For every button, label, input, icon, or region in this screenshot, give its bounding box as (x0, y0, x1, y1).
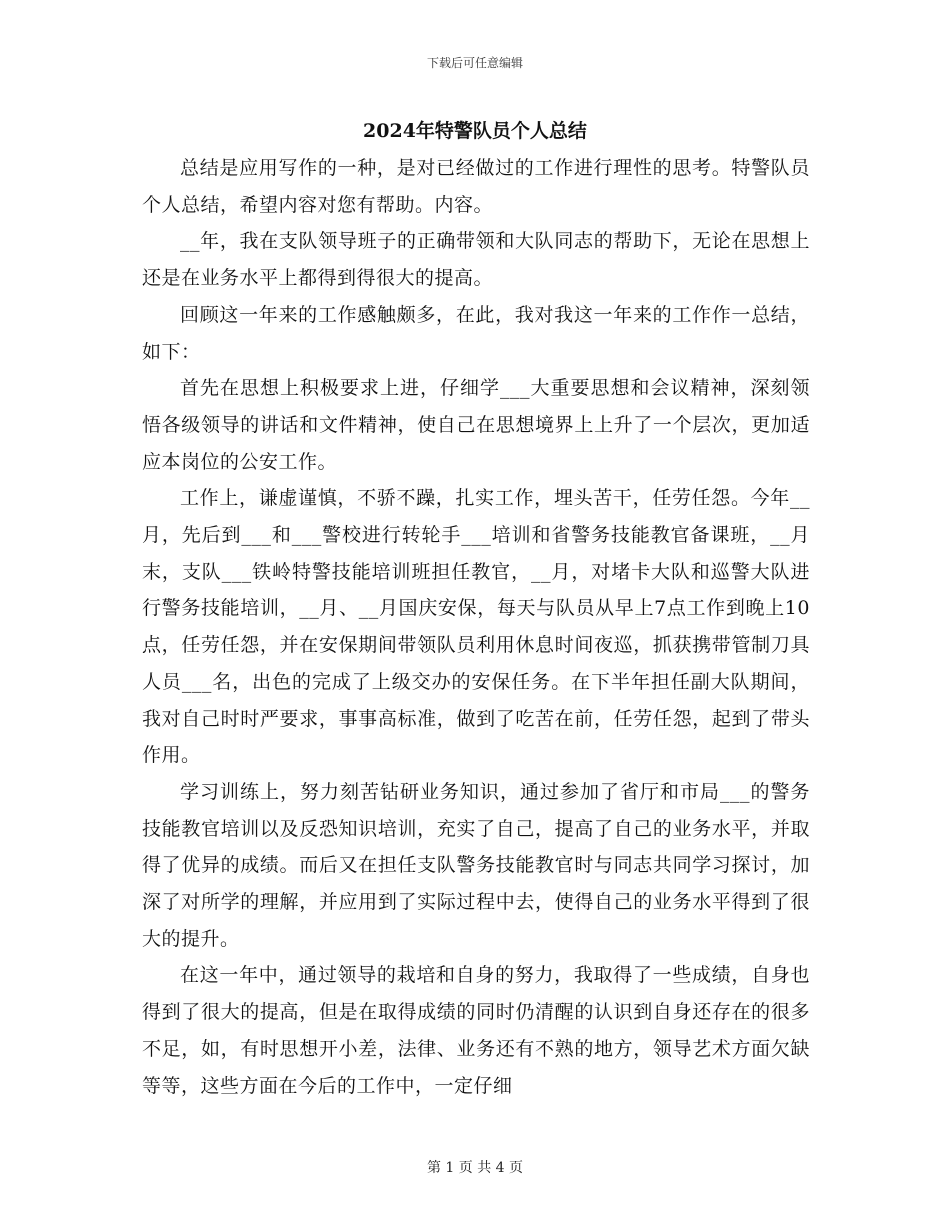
document-title: 2024年特警队员个人总结 (363, 120, 587, 142)
paragraph-intro: 总结是应用写作的一种，是对已经做过的工作进行理性的思考。特警队员个人总结，希望内容对您有帮助。内容。 (142, 157, 810, 216)
paragraph-shortcomings: 在这一年中，通过领导的栽培和自身的努力，我取得了一些成绩，自身也得到了很大的提高，但是在取得成绩的同时仍清醒的认识到自身还存在的很多不足，如，有时思想开小差，法律、业务还有不熟的地方，领导艺术方面欠缺等等，这些方面在今后的工作中，一定仔细 (142, 964, 810, 1097)
page-number-footer: 第 1 页 共 4 页 (426, 1160, 524, 1176)
paragraph-training: 学习训练上，努力刻苦钻研业务知识，通过参加了省厅和市局___的警务技能教官培训以及反恐知识培训，充实了自己，提高了自己的业务水平，并取得了优异的成绩。而后又在担任支队警务技能教官时与同志共同学习探讨，加深了对所学的理解，并应用到了实际过程中去，使得自己的业务水平得到了很大的提升。 (142, 780, 810, 950)
paragraph-review: 回顾这一年来的工作感触颇多，在此，我对我这一年来的工作作一总结，如下： (142, 303, 810, 363)
paragraph-work: 工作上，谦虚谨慎，不骄不躁，扎实工作，埋头苦干，任劳任怨。今年__月，先后到___和___警校进行转轮手___培训和省警务技能教官备课班，__月末，支队___铁岭特警技能培训班担任教官，__月，对堵卡大队和巡警大队进行警务技能培训，__月、__月国庆安保，每天与队员从早上7点工作到晚上10点，任劳任怨，并在安保期间带领队员利用休息时间夜巡，抓获携带管制刀具人员___名，出色的完成了上级交办的安保任务。在下半年担任副大队期间，我对自己时时严要求，事事高标准，做到了吃苦在前，任劳任怨，起到了带头作用。 (142, 487, 810, 767)
paragraph-year-overview: __年，我在支队领导班子的正确带领和大队同志的帮助下，无论在思想上还是在业务水平上都得到得很大的提高。 (142, 230, 810, 290)
header-note: 下载后可任意编辑 (426, 56, 523, 70)
document-body (142, 150, 810, 1104)
paragraph-ideology: 首先在思想上积极要求上进，仔细学___大重要思想和会议精神，深刻领悟各级领导的讲话和文件精神，使自己在思想境界上上升了一个层次，更加适应本岗位的公安工作。 (142, 377, 810, 473)
